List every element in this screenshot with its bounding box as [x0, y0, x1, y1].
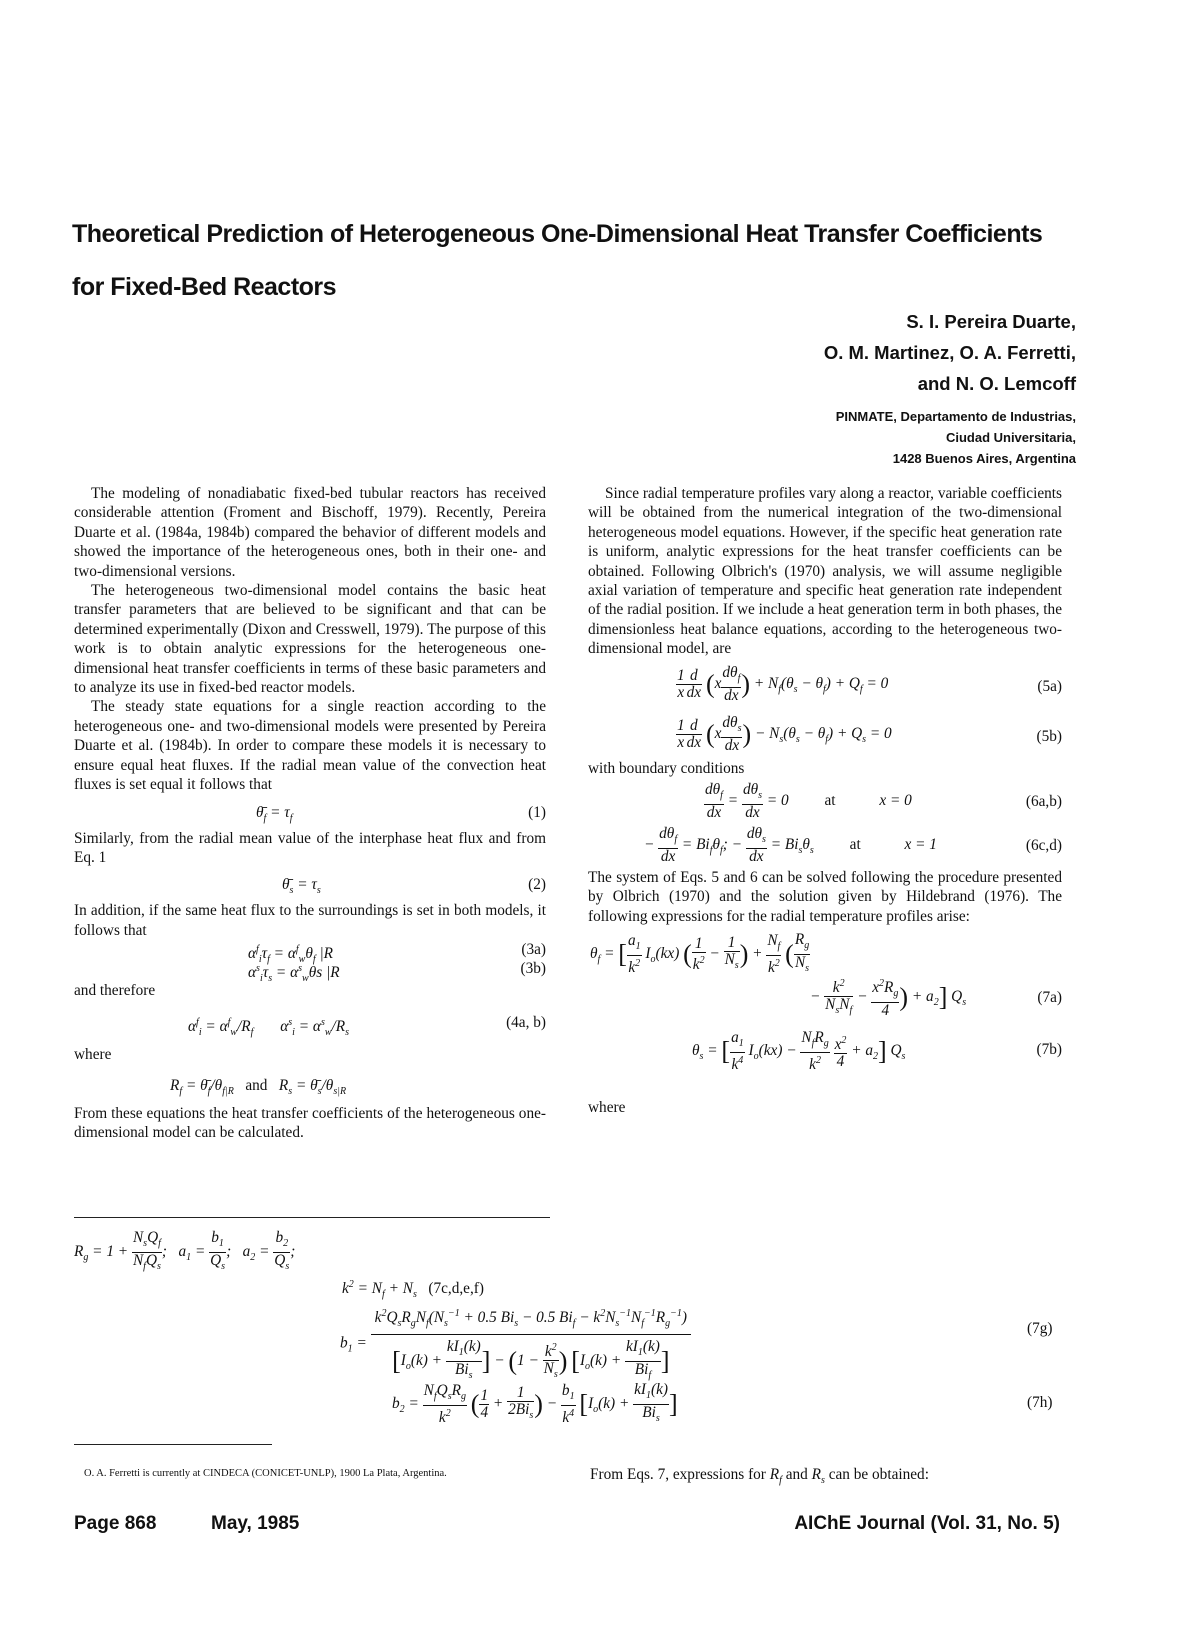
closing-text: From Eqs. 7, expressions for	[590, 1466, 766, 1483]
equation-number: (6a,b)	[1025, 793, 1062, 811]
equation-5a: $\frac{1}{x}$ $\frac{d}{dx}$ (x $\frac{d\theta_f}{dx}$ ) + $N_f(\theta_s - \theta_f) + Q_f = 0$ (5a)	[677, 663, 1062, 704]
equation-number: (7b)	[1036, 1041, 1062, 1059]
left-column	[74, 484, 546, 1143]
paragraph: The system of Eqs. 5 and 6 can be solved following the procedure presented by Olbrich (1970) and the solution given by Hildebrand (1976). The following expressions for the radial temperature profiles arise:	[588, 869, 1062, 925]
equation-6ab: $\frac{d\theta_f}{dx}$ = $\frac{d\theta_s}{dx}$ = 0 at x = 0 (6a,b)	[705, 781, 1062, 822]
article-title: Theoretical Prediction of Heterogeneous One-Dimensional Heat Transfer Coefficients for Fixed-Bed Reactors	[72, 220, 1043, 301]
equation-number: (4a, b)	[506, 1013, 546, 1031]
paragraph: The heterogeneous two-dimensional model contains the basic heat transfer parameters that are believed to be significant and that can be determined experimentally (Dixon and Cresswell, 1979). The purpose of this work is to obtain analytic expressions for the heterogeneous one-dimensional heat transfer coefficients in terms of these basic parameters and to analyze its use in fixed-bed reactor models.	[74, 582, 546, 697]
footnote: O. A. Ferretti is currently at CINDECA (CONICET-UNLP), 1900 La Plata, Argentina.	[84, 1468, 447, 1479]
equation-number: (3b)	[520, 960, 546, 978]
paragraph: The modeling of nonadiabatic fixed-bed tubular reactors has received considerable attention (Froment and Bischoff, 1979). Recently, Pereira Duarte et al. (1984a, 1984b) compared the behavior of different models and showed the importance of the heterogeneous ones, both in their one- and two-dimensional versions.	[74, 485, 546, 580]
closing-and: and	[785, 1466, 808, 1483]
equation-3a: $\alpha^f_i\tau_f = \alpha^f_w\theta_f$ |R (3a)	[248, 941, 546, 966]
equation-2: $\thetā_s = \tau_s$ (2)	[282, 876, 546, 897]
section-rule	[74, 1217, 550, 1218]
paragraph: where	[588, 1099, 626, 1117]
equation-r: $R_f$ = $\thetā_f/\theta_{f|R}$ and $R_s$ = $\thetā_s/\theta_{s|R}$	[170, 1076, 347, 1097]
page-number: Page 868	[74, 1513, 157, 1534]
equation-number: (3a)	[521, 941, 546, 959]
equation-number: (1)	[528, 803, 546, 821]
equation-5b: $\frac{1}{x}$ $\frac{d}{dx}$ (x $\frac{d\theta_s}{dx}$ ) − $N_s(\theta_s - \theta_f) + Q_s = 0$ (5b)	[677, 713, 1062, 754]
at-text: at	[849, 836, 861, 854]
affiliation-line-3: 1428 Buenos Aires, Argentina	[892, 451, 1076, 466]
equation-k2: $k^2 = N_f + N_s$ (7c,d,e,f)	[342, 1279, 484, 1301]
closing-end: can be obtained:	[828, 1466, 929, 1483]
equation-7g: $b_1$ = $k^2Q_sR_gN_f(N_s^{-1} + 0.5$ $Bi_s - 0.5$ $Bi_f - k^2N_s^{-1}N_f^{-1}R_g^{-1}$) [$I_o(k)$ + $\frac{kI_1(k)}{Bi_s}$ ] − (1 − $\frac{k^2}{N_s}$ ) [$I_o(k)$ + $\frac{kI_1(k)}{Bi_f}$ ]	[340, 1304, 691, 1384]
paragraph: with boundary conditions	[588, 759, 745, 777]
issue-date: May, 1985	[211, 1513, 300, 1534]
paragraph: In addition, if the same heat flux to the surroundings is set in both models, it follows that	[74, 902, 546, 939]
footnote-rule	[74, 1444, 272, 1445]
author-line-2: O. M. Martinez, O. A. Ferretti,	[823, 342, 1076, 363]
paragraph: where	[74, 1045, 112, 1063]
equation-number: (5b)	[1036, 727, 1062, 745]
paragraph: Similarly, from the radial mean value of the interphase heat flux and from Eq. 1	[74, 829, 546, 866]
equation-number: (7c,d,e,f)	[428, 1280, 484, 1298]
equation-4: $\alpha^f_i = \alpha^f_w/R_f$ $\alpha^s_i = \alpha^s_w/R_s$ (4a, b)	[188, 1013, 546, 1038]
author-line-1: S. I. Pereira Duarte,	[906, 311, 1076, 332]
equation-number: (2)	[528, 876, 546, 894]
equation-number: (7g)	[1027, 1320, 1053, 1337]
equation-number: (7h)	[1027, 1394, 1053, 1411]
right-column	[588, 484, 1062, 1118]
closing-sentence: From Eqs. 7, expressions for $R_f$ and $R_s$ can be obtained:	[590, 1466, 929, 1487]
equation-6cd: − $\frac{d\theta_f}{dx}$ = $Bi_f\theta_f$; − $\frac{d\theta_s}{dx}$ = $Bi_s\theta_s$ at x = 1 (6c,d)	[644, 825, 1062, 866]
equation-number: (5a)	[1037, 677, 1062, 695]
journal-name: AIChE Journal (Vol. 31, No. 5)	[794, 1513, 1060, 1534]
and-text: and	[245, 1076, 268, 1094]
paragraph: From these equations the heat transfer coefficients of the heterogeneous one-dimensional model can be calculated.	[74, 1104, 546, 1142]
paragraph: and therefore	[74, 982, 156, 1000]
affiliation-line-1: PINMATE, Departamento de Industrias,	[835, 409, 1076, 424]
paragraph: Since radial temperature profiles vary along a reactor, variable coefficients will be obtained from the numerical integration of the two-dimensional heterogeneous model equations. However, if the specific heat generation rate is uniform, analytic expressions for the heat transfer coefficients can be obtained. Following Olbrich's (1970) analysis, we will assume negligible axial variation of temperature and specific heat generation rate independent of the radial position. If we include a heat generation term in both phases, the dimensionless heat balance equations, according to the heterogeneous two-dimensional model, are	[588, 485, 1062, 658]
affiliation	[836, 406, 1076, 469]
equation-number: (6c,d)	[1025, 837, 1062, 855]
author-line-3: and N. O. Lemcoff	[917, 373, 1076, 394]
equation-3b: $\alpha^s_i\tau_s = \alpha^s_w\theta s$ |R (3b)	[248, 960, 546, 985]
equation-7a: $\theta_f$ = [ $\frac{a_1}{k^2}$ $I_o(kx)$ ( $\frac{1}{k^2}$ − $\frac{1}{N_s}$ ) + $\frac{N_f}{k^2}$ ( $\frac{R_g}{N_s}$ − $\frac{k^2}{N_sN_f}$ − $\frac{x^2R_g}{4}$ ) + $a_2$] $Q_s$ (7a)	[590, 931, 1062, 1020]
equation-7h: $b_2$ = $\frac{N_fQ_sR_g}{k^2}$ ( $\frac{1}{4}$ + $\frac{1}{2Bi_s}$ ) − $\frac{b_1}{k^4}$ [$I_o(k)$ + $\frac{kI_1(k)}{Bi_s}$ ]	[392, 1381, 678, 1427]
affiliation-line-2: Ciudad Universitaria,	[945, 430, 1076, 445]
paragraph: The steady state equations for a single reaction according to the heterogeneous one- and two-dimensional models were presented by Pereira Duarte et al. (1984b). In order to compare these models it is necessary to ensure equal heat fluxes. If the radial mean value of the convection heat fluxes is set equal it follows that	[74, 698, 546, 794]
equation-7b: $\theta_s$ = [ $\frac{a_1}{k^4}$ $I_o(kx)$ − $\frac{N_fR_g}{k^2}$ $\frac{x^2}{4}$ + $a_2$] $Q_s$ (7b)	[692, 1029, 1062, 1074]
author-list	[824, 306, 1076, 399]
equation-7c-f: $R_g = 1$ + $\frac{N_sQ_f}{N_fQ_s}$ ; $a_1$ = $\frac{b_1}{Q_s}$ ; $a_2$ = $\frac{b_2}{Q_s}$ ;	[74, 1229, 296, 1273]
at-text: at	[824, 792, 836, 810]
equation-number: (7a)	[1037, 989, 1062, 1007]
equation-1: $\thetā_f = \tau_f$ (1)	[256, 803, 546, 824]
